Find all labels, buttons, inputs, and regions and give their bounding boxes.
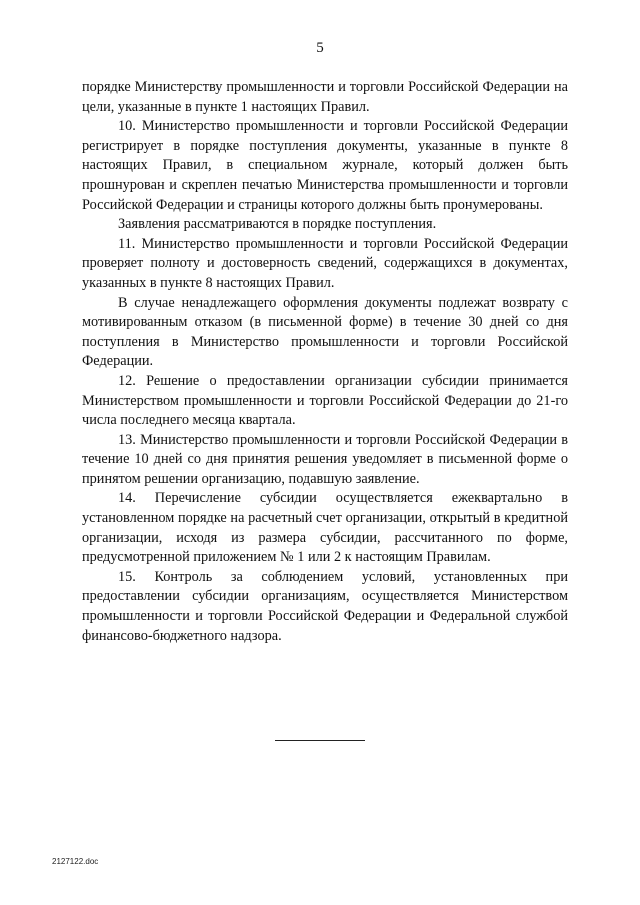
paragraph-item-10: 10. Министерство промышленности и торговли Российской Федерации регистрирует в порядке поступления документы, указанные в пункте 8 настоящих Правил, в специальном журнале, который должен быть прошнурован и скреплен печатью Министерства промышленности и торговли Российской Федерации и страницы которого должны быть пронумерованы. bbox=[82, 118, 568, 213]
document-file-code: 2127122.doc bbox=[52, 857, 99, 866]
paragraph-applications-order: Заявления рассматриваются в порядке поступления. bbox=[118, 216, 437, 233]
paragraph-return-documents: В случае ненадлежащего оформления документы подлежат возврату с мотивированным отказом (в письменной форме) в течение 30 дней со дня поступления в Министерство промышленности и торговли Российской Федерации. bbox=[82, 294, 568, 370]
paragraph-item-13: 13. Министерство промышленности и торговли Российской Федерации в течение 10 дней со дня принятия решения уведомляет в письменной форме о принятом решении организацию, подавшую заявление. bbox=[82, 431, 568, 487]
paragraph-item-11: 11. Министерство промышленности и торговли Российской Федерации проверяет полноту и достоверность сведений, содержащихся в документах, указанных в пункте 8 настоящих Правил. bbox=[82, 235, 568, 291]
paragraph-item-12: 12. Решение о предоставлении организации субсидии принимается Министерством промышленности и торговли Российской Федерации до 21-го числа последнего месяца квартала. bbox=[82, 372, 568, 429]
page-number: 5 bbox=[316, 40, 324, 56]
document-body bbox=[82, 78, 568, 646]
paragraph-item-15: 15. Контроль за соблюдением условий, установленных при предоставлении субсидии организациям, осуществляется Министерством промышленности и торговли Российской Федерации и Федеральной службой финансово-бюджетного надзора. bbox=[82, 568, 568, 644]
end-of-text-rule bbox=[275, 740, 365, 741]
paragraph-item-14: 14. Перечисление субсидии осуществляется ежеквартально в установленном порядке на расчетный счет организации, открытый в кредитной организации, исходя из размера субсидии, рассчитанного по форме, предусмотренной приложением № 1 или 2 к настоящим Правилам. bbox=[82, 490, 568, 566]
paragraph-continuation: порядке Министерству промышленности и торговли Российской Федерации на цели, указанные в пункте 1 настоящих Правил. bbox=[82, 79, 568, 115]
